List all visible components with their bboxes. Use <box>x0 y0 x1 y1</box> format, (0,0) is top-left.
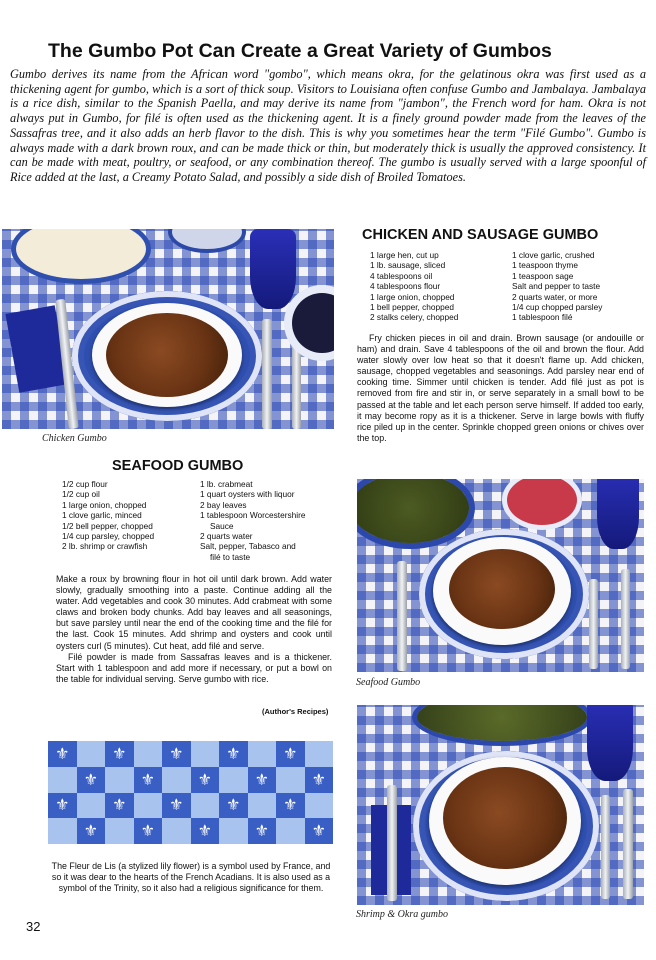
ingredient: 1/2 cup flour <box>62 479 108 489</box>
fleur-tile: ⚜ <box>105 741 134 767</box>
seafood-credit: (Author's Recipes) <box>262 707 329 716</box>
ingredient: 2 stalks celery, chopped <box>370 312 459 323</box>
ingredient: 1 lb. sausage, sliced <box>370 260 446 271</box>
ingredient: 2 bay leaves <box>200 499 247 510</box>
ingredient: 4 tablespoons oil <box>370 270 433 281</box>
seafood-ingredients-left <box>62 479 154 552</box>
fleur-tile: ⚜ <box>219 793 248 819</box>
ingredient: Sauce <box>210 520 234 531</box>
fleur-tile: ⚜ <box>191 767 220 793</box>
seafood-directions-paragraph: Make a roux by browning flour in hot oil until dark brown. Add water slowly, gradually smoothing into a paste. Continue adding all the water. Add vegetables and cook 30 minutes. Add crabmeat with some claws and broken body chunks. Add bay leaves and all seasonings, but save parsley until near the end of the cooking time and the filé for the last. Cook 15 minutes. Add shrimp and oysters and cook until oysters curl (5 minutes). Cut heat, add filé and serve. <box>56 574 332 651</box>
ingredient: 1 large hen, cut up <box>370 250 439 260</box>
fleur-tile: ⚜ <box>77 767 106 793</box>
fleur-tile: ⚜ <box>105 793 134 819</box>
ingredient: 1 clove garlic, crushed <box>512 250 595 260</box>
chicken-ingredients-left <box>370 250 458 323</box>
fleur-tile <box>191 741 220 767</box>
ingredient: 1 tablespoon Worcestershire <box>200 510 306 521</box>
fleur-tile <box>276 767 305 793</box>
fleur-tile <box>77 793 106 819</box>
fleur-tile: ⚜ <box>219 741 248 767</box>
ingredient: 1 clove garlic, minced <box>62 510 142 521</box>
fleur-tile <box>105 818 134 844</box>
ingredient: 2 quarts water, or more <box>512 291 598 302</box>
fleur-tile <box>77 741 106 767</box>
ingredient: 1 bell pepper, chopped <box>370 302 454 313</box>
fleur-tile: ⚜ <box>248 818 277 844</box>
ingredient: 1/4 cup chopped parsley <box>512 302 603 313</box>
ingredient: Salt and pepper to taste <box>512 281 601 292</box>
seafood-recipe-title: SEAFOOD GUMBO <box>112 458 244 474</box>
page-number: 32 <box>26 919 41 934</box>
ingredient: filé to taste <box>210 551 251 562</box>
fleur-de-lis-note: The Fleur de Lis (a stylized lily flower) is a symbol used by France, and so it was dear to the hearts of the French Acadians. It is also used as a symbol of the Trinity, so it also had a religious significance for them. <box>51 861 331 894</box>
seafood-directions <box>56 574 332 685</box>
fleur-tile <box>48 767 77 793</box>
fleur-tile: ⚜ <box>48 793 77 819</box>
fleur-tile: ⚜ <box>134 767 163 793</box>
fleur-tile <box>134 741 163 767</box>
fleur-tile <box>248 741 277 767</box>
fleur-tile <box>162 767 191 793</box>
ingredient: 1 teaspoon thyme <box>512 260 578 271</box>
fleur-tile <box>191 793 220 819</box>
chicken-gumbo-photo <box>2 229 334 429</box>
fleur-tile <box>305 793 334 819</box>
fleur-tile: ⚜ <box>162 793 191 819</box>
fleur-tile <box>48 818 77 844</box>
ingredient: 1 teaspoon sage <box>512 270 574 281</box>
chicken-directions: Fry chicken pieces in oil and drain. Brown sausage (or andouille or ham) and drain. Save 4 tablespoons of the oil and brown the flour. Add water slowly over low heat so that it doesn't flame up. Add chicken, sausage, chopped vegetables and seasonings. Add parsley near end of cooking time. Simmer until chicken is tender. Add filé just as pot is removed from fire and stir in, or serve separately in a small bowl to be passed at the table and let each person serve himself. If added too early, it may become ropy as it is a thickener. Serve in large bowls with fluffy rice piled up in the center. Sprinkle chopped green onions or chives over the top. <box>357 333 644 443</box>
chicken-recipe-title: CHICKEN AND SAUSAGE GUMBO <box>362 227 599 243</box>
fleur-tile <box>305 741 334 767</box>
ingredient: 4 tablespoons flour <box>370 281 441 292</box>
shrimp-okra-gumbo-photo <box>357 705 644 905</box>
fleur-tile <box>219 767 248 793</box>
fleur-tile <box>276 818 305 844</box>
fleur-tile <box>219 818 248 844</box>
ingredient: Salt, pepper, Tabasco and <box>200 541 296 552</box>
ingredient: 1 large onion, chopped <box>62 499 147 510</box>
seafood-ingredients-right <box>200 479 305 562</box>
seafood-gumbo-photo <box>357 479 644 672</box>
ingredient: 1/2 cup oil <box>62 489 100 500</box>
ingredient: 1 large onion, chopped <box>370 291 455 302</box>
ingredient: 1 quart oysters with liquor <box>200 489 295 500</box>
seafood-directions-paragraph: Filé powder is made from Sassafras leaves and is a thickener. Start with 1 tablespoon and add more if necessary, or put a bowl on the table for individual serving. Serve gumbo with rice. <box>56 651 332 684</box>
page-title: The Gumbo Pot Can Create a Great Variety of Gumbos <box>48 40 552 62</box>
ingredient: 1/4 cup parsley, chopped <box>62 531 155 542</box>
intro-paragraph: Gumbo derives its name from the African word "gombo", which means okra, for the gelatinous okra was first used as a thickening agent for gumbo, which is a sort of thick soup. Visitors to Louisiana often confuse Gumbo and Jambalaya. Jambalaya is a rice dish, similar to the Spanish Paella, and may derive its name from "jambon", the French word for ham. Okra is not always put in Gumbo, for filé is often used as the thickening agent. It is a finely ground powder made from the leaves of the Sassafras tree, and it also adds an herb flavor to the dish. This is why you sometimes hear the term "Filé Gumbo". Gumbo is always made with a dark brown roux, and can be made thick or thin, but moderately thick is usually the approved consistency. It can be made with meat, poultry, or seafood, or any combination thereof. The gumbo is usually served with a large spoonful of Rice added at the last, a Creamy Potato Salad, and possibly a side dish of Broiled Tomatoes. <box>10 67 646 184</box>
chicken-gumbo-caption: Chicken Gumbo <box>42 433 107 444</box>
ingredient: 1 tablespoon filé <box>512 312 573 323</box>
fleur-tile: ⚜ <box>77 818 106 844</box>
fleur-tile <box>162 818 191 844</box>
fleur-tile <box>248 793 277 819</box>
fleur-tile: ⚜ <box>191 818 220 844</box>
ingredient: 2 quarts water <box>200 531 253 542</box>
fleur-tile: ⚜ <box>276 793 305 819</box>
fleur-tile <box>134 793 163 819</box>
ingredient: 1 lb. crabmeat <box>200 479 253 489</box>
fleur-tile: ⚜ <box>305 767 334 793</box>
fleur-tile: ⚜ <box>162 741 191 767</box>
fleur-tile: ⚜ <box>305 818 334 844</box>
shrimp-okra-gumbo-caption: Shrimp & Okra gumbo <box>356 909 448 920</box>
fleur-tile: ⚜ <box>134 818 163 844</box>
fleur-tile: ⚜ <box>248 767 277 793</box>
fleur-tile: ⚜ <box>276 741 305 767</box>
fleur-tile: ⚜ <box>48 741 77 767</box>
ingredient: 1/2 bell pepper, chopped <box>62 520 153 531</box>
fleur-de-lis-pattern <box>48 741 333 844</box>
seafood-gumbo-caption: Seafood Gumbo <box>356 677 421 688</box>
ingredient: 2 lb. shrimp or crawfish <box>62 541 148 552</box>
fleur-tile <box>105 767 134 793</box>
chicken-ingredients-right <box>512 250 602 323</box>
